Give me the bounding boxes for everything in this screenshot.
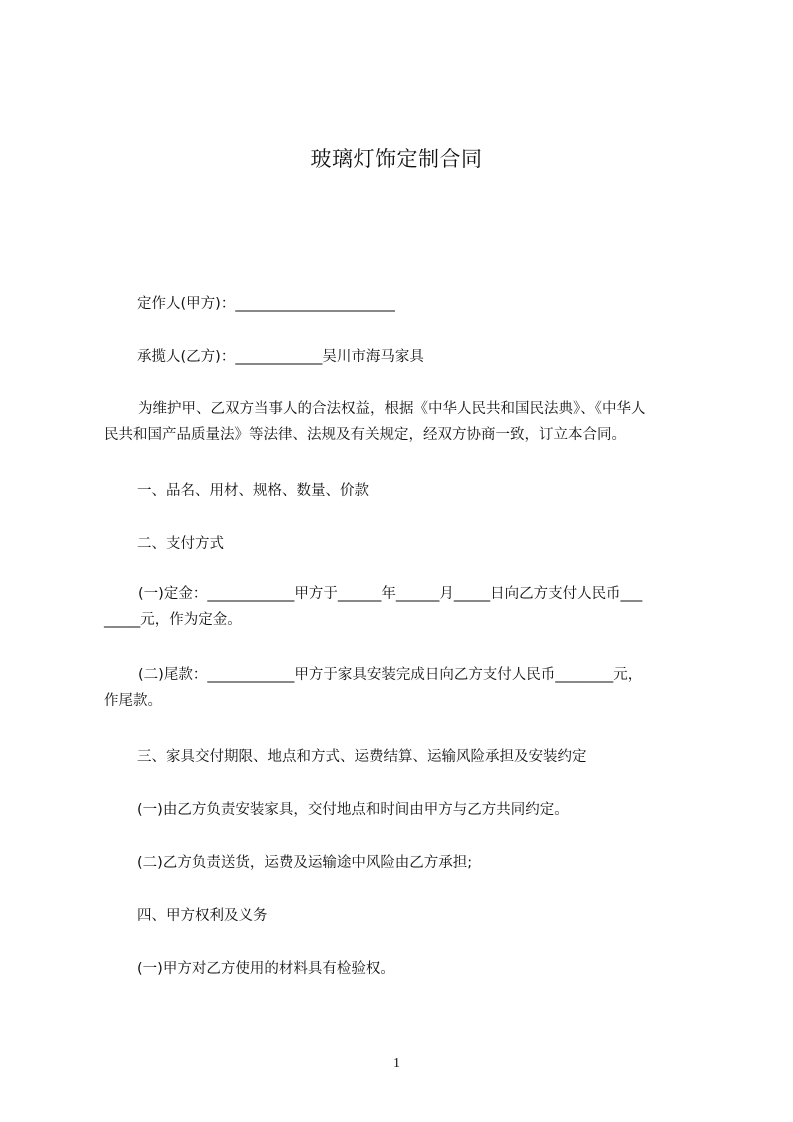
preamble-paragraph (104, 396, 704, 448)
section-3-item-1: (一)由乙方负责安装家具，交付地点和时间由甲方与乙方共同约定。 (137, 802, 569, 818)
deposit-line-2: _____元，作为定金。 (104, 612, 242, 628)
party-b-line: 承揽人(乙方)：____________吴川市海马家具 (137, 349, 424, 365)
page-number: 1 (393, 1056, 400, 1071)
deposit-paragraph (104, 581, 704, 633)
section-2-heading: 二、支付方式 (137, 536, 224, 552)
balance-line-1: (二)尾款：____________甲方于家具安装完成日向乙方支付人民币________元， (138, 667, 643, 683)
document-title: 玻璃灯饰定制合同 (310, 147, 483, 171)
deposit-line-1: (一)定金：____________甲方于______年______月_____日向乙方支付人民币___ (138, 586, 643, 602)
section-3-item-2: (二)乙方负责送货，运费及运输途中风险由乙方承担; (137, 855, 473, 871)
party-a-line: 定作人(甲方)：______________________ (137, 296, 395, 312)
balance-line-2: 作尾款。 (104, 693, 162, 709)
section-4-item-1: (一)甲方对乙方使用的材料具有检验权。 (137, 961, 395, 977)
section-3-heading: 三、家具交付期限、地点和方式、运费结算、运输风险承担及安装约定 (137, 749, 587, 765)
section-4-heading: 四、甲方权利及义务 (137, 908, 268, 924)
balance-paragraph (104, 662, 704, 714)
preamble-line-2: 民共和国产品质量法》等法律、法规及有关规定，经双方协商一致，订立本合同。 (104, 427, 626, 443)
section-1-heading: 一、品名、用材、规格、数量、价款 (137, 483, 369, 499)
preamble-line-1: 为维护甲、乙双方当事人的合法权益，根据《中华人民共和国民法典》、《中华人 (138, 401, 646, 417)
